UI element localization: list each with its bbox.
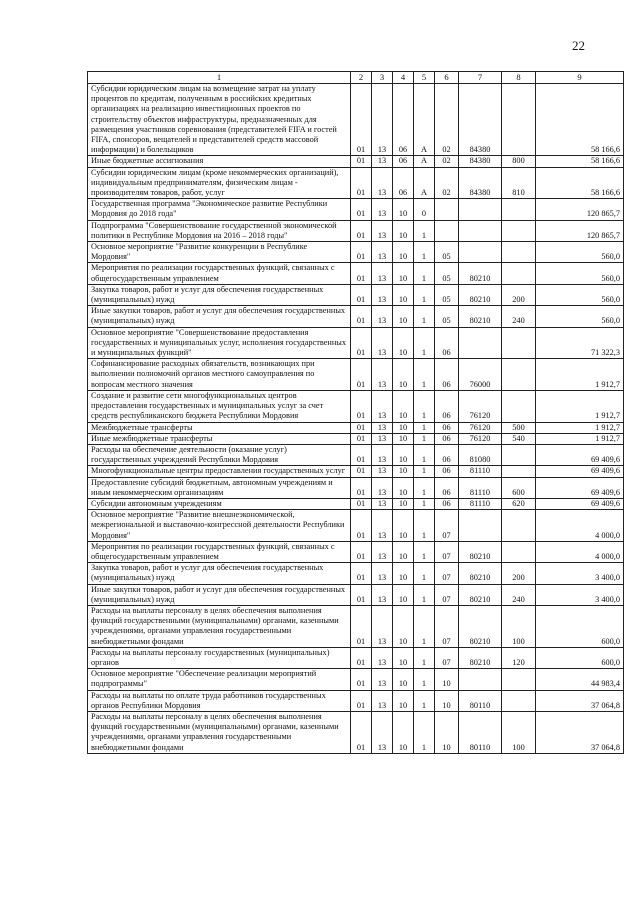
row-activity: 06: [435, 422, 459, 433]
row-name: Иные бюджетные ассигнования: [88, 156, 351, 167]
row-section: 01: [351, 669, 372, 690]
table-row: [88, 498, 624, 509]
row-program: 10: [393, 359, 414, 391]
row-section: 01: [351, 605, 372, 647]
row-program: 10: [393, 242, 414, 263]
row-amount: 37 064,8: [536, 711, 624, 753]
row-program: 10: [393, 690, 414, 711]
row-subprogram: 1: [414, 605, 435, 647]
row-subprogram: 1: [414, 584, 435, 605]
row-subsection: 13: [372, 306, 393, 327]
row-subsection: 13: [372, 167, 393, 199]
table-row: [88, 306, 624, 327]
row-subprogram: 1: [414, 422, 435, 433]
row-subsection: 13: [372, 156, 393, 167]
row-name: Иные закупки товаров, работ и услуг для обеспечения государственных (муниципальных) нужд: [88, 306, 351, 327]
col-header-3: 3: [372, 72, 393, 84]
row-subsection: 13: [372, 220, 393, 241]
table-row: [88, 541, 624, 562]
row-section: 01: [351, 433, 372, 444]
row-subsection: 13: [372, 433, 393, 444]
row-subsection: 13: [372, 359, 393, 391]
table-row: [88, 199, 624, 220]
row-amount: 120 865,7: [536, 199, 624, 220]
row-activity: 07: [435, 510, 459, 542]
row-section: 01: [351, 306, 372, 327]
row-direction: 76120: [459, 390, 502, 422]
row-direction: 80210: [459, 605, 502, 647]
table-header-row: [88, 72, 624, 84]
table-row: [88, 444, 624, 465]
row-direction: [459, 220, 502, 241]
row-amount: 1 912,7: [536, 433, 624, 444]
row-section: 01: [351, 327, 372, 359]
row-subprogram: 1: [414, 510, 435, 542]
row-direction: 84380: [459, 156, 502, 167]
row-amount: 560,0: [536, 242, 624, 263]
table-row: [88, 220, 624, 241]
row-direction: 81110: [459, 477, 502, 498]
row-name: Основное мероприятие "Развитие конкуренции в Республике Мордовия": [88, 242, 351, 263]
row-activity: 06: [435, 477, 459, 498]
budget-table-container: [87, 71, 623, 754]
col-header-1: 1: [88, 72, 351, 84]
row-subprogram: 1: [414, 284, 435, 305]
row-name: Расходы на выплаты персоналу государственных (муниципальных) органов: [88, 647, 351, 668]
row-name: Расходы на обеспечение деятельности (оказание услуг) государственных учреждений Республики Мордовия: [88, 444, 351, 465]
row-amount: 44 983,4: [536, 669, 624, 690]
row-subprogram: 1: [414, 690, 435, 711]
row-direction: 80210: [459, 263, 502, 284]
col-header-7: 7: [459, 72, 502, 84]
row-section: 01: [351, 220, 372, 241]
row-expense-type: 100: [502, 605, 536, 647]
row-program: 10: [393, 563, 414, 584]
row-subsection: 13: [372, 498, 393, 509]
row-expense-type: [502, 263, 536, 284]
row-activity: 06: [435, 498, 459, 509]
row-subsection: 13: [372, 263, 393, 284]
table-row: [88, 669, 624, 690]
row-direction: 84380: [459, 167, 502, 199]
row-section: 01: [351, 477, 372, 498]
row-section: 01: [351, 563, 372, 584]
row-subsection: 13: [372, 84, 393, 156]
row-name: Многофункциональные центры предоставления государственных услуг: [88, 466, 351, 477]
col-header-9: 9: [536, 72, 624, 84]
row-expense-type: [502, 359, 536, 391]
table-row: [88, 690, 624, 711]
row-expense-type: 800: [502, 156, 536, 167]
row-name: Расходы на выплаты по оплате труда работников государственных органов Республики Мордовия: [88, 690, 351, 711]
row-subsection: 13: [372, 690, 393, 711]
row-amount: 69 409,6: [536, 477, 624, 498]
row-direction: [459, 327, 502, 359]
row-direction: [459, 199, 502, 220]
row-name: Субсидии юридическим лицам на возмещение затрат на уплату процентов по кредитам, полученным в российских кредитных организациях на реализацию инвестиционных проектов по строительству объектов инфраструктуры, предназначенных для размещения участников соревнования (представителей FIFA и гостей FIFA, спонсоров, вещателей и представителей средств массовой информации) и болельщиков: [88, 84, 351, 156]
row-amount: 3 400,0: [536, 563, 624, 584]
row-name: Субсидии автономным учреждениям: [88, 498, 351, 509]
table-row: [88, 584, 624, 605]
table-row: [88, 466, 624, 477]
row-name: Государственная программа "Экономическое развитие Республики Мордовия до 2018 года": [88, 199, 351, 220]
row-section: 01: [351, 584, 372, 605]
row-subsection: 13: [372, 422, 393, 433]
row-program: 10: [393, 466, 414, 477]
row-amount: 58 166,6: [536, 167, 624, 199]
row-subsection: 13: [372, 327, 393, 359]
row-section: 01: [351, 84, 372, 156]
row-activity: 06: [435, 444, 459, 465]
row-expense-type: [502, 390, 536, 422]
row-name: Расходы на выплаты персоналу в целях обеспечения выполнения функций государственными (муниципальными) органами, казенными учреждениями, органами управления государственными внебюджетными фондами: [88, 711, 351, 753]
row-amount: 58 166,6: [536, 156, 624, 167]
row-program: 10: [393, 422, 414, 433]
row-amount: 69 409,6: [536, 444, 624, 465]
row-activity: 05: [435, 242, 459, 263]
row-activity: 02: [435, 84, 459, 156]
row-amount: 1 912,7: [536, 422, 624, 433]
row-activity: 10: [435, 711, 459, 753]
row-section: 01: [351, 541, 372, 562]
row-amount: 560,0: [536, 263, 624, 284]
row-activity: 06: [435, 433, 459, 444]
row-section: 01: [351, 711, 372, 753]
row-subprogram: 1: [414, 327, 435, 359]
row-activity: 07: [435, 541, 459, 562]
row-expense-type: 100: [502, 711, 536, 753]
row-direction: 76120: [459, 433, 502, 444]
row-activity: 07: [435, 584, 459, 605]
row-subsection: 13: [372, 541, 393, 562]
row-subprogram: А: [414, 167, 435, 199]
table-row: [88, 284, 624, 305]
row-section: 01: [351, 156, 372, 167]
row-program: 10: [393, 498, 414, 509]
row-activity: 07: [435, 647, 459, 668]
table-body: [88, 84, 624, 754]
row-direction: 76000: [459, 359, 502, 391]
row-expense-type: 500: [502, 422, 536, 433]
row-program: 10: [393, 584, 414, 605]
row-expense-type: 200: [502, 284, 536, 305]
table-row: [88, 422, 624, 433]
row-amount: 1 912,7: [536, 359, 624, 391]
row-program: 10: [393, 444, 414, 465]
table-row: [88, 510, 624, 542]
row-amount: 4 000,0: [536, 510, 624, 542]
row-direction: 80210: [459, 306, 502, 327]
row-activity: 10: [435, 669, 459, 690]
row-name: Расходы на выплаты персоналу в целях обеспечения выполнения функций государственными (муниципальными) органами, казенными учреждениями, органами управления государственными внебюджетными фондами: [88, 605, 351, 647]
row-name: Мероприятия по реализации государственных функций, связанных с общегосударственным управлением: [88, 263, 351, 284]
row-direction: [459, 669, 502, 690]
row-amount: 71 322,3: [536, 327, 624, 359]
row-subsection: 13: [372, 510, 393, 542]
row-activity: 05: [435, 284, 459, 305]
row-subsection: 13: [372, 477, 393, 498]
row-amount: 560,0: [536, 284, 624, 305]
row-subprogram: А: [414, 84, 435, 156]
row-subsection: 13: [372, 605, 393, 647]
row-name: Иные межбюджетные трансферты: [88, 433, 351, 444]
row-subprogram: А: [414, 156, 435, 167]
table-row: [88, 167, 624, 199]
row-program: 10: [393, 669, 414, 690]
row-name: Иные закупки товаров, работ и услуг для обеспечения государственных (муниципальных) нужд: [88, 584, 351, 605]
row-section: 01: [351, 242, 372, 263]
row-name: Создание и развитие сети многофункциональных центров предоставления государственных и муниципальных услуг за счет средств республиканского бюджета Республики Мордовия: [88, 390, 351, 422]
row-direction: 76120: [459, 422, 502, 433]
row-name: Основное мероприятие "Совершенствование предоставления государственных и муниципальных услуг, исполнения государственных и муниципальных функций": [88, 327, 351, 359]
row-expense-type: 810: [502, 167, 536, 199]
table-row: [88, 647, 624, 668]
row-section: 01: [351, 466, 372, 477]
row-expense-type: [502, 510, 536, 542]
row-direction: 80110: [459, 690, 502, 711]
row-subsection: 13: [372, 711, 393, 753]
row-activity: 02: [435, 167, 459, 199]
row-expense-type: [502, 444, 536, 465]
table-row: [88, 84, 624, 156]
row-name: Мероприятия по реализации государственных функций, связанных с общегосударственным управлением: [88, 541, 351, 562]
row-expense-type: [502, 466, 536, 477]
row-direction: 80210: [459, 584, 502, 605]
col-header-8: 8: [502, 72, 536, 84]
row-name: Межбюджетные трансферты: [88, 422, 351, 433]
row-subprogram: 1: [414, 498, 435, 509]
col-header-5: 5: [414, 72, 435, 84]
table-row: [88, 711, 624, 753]
row-direction: [459, 510, 502, 542]
row-name: Закупка товаров, работ и услуг для обеспечения государственных (муниципальных) нужд: [88, 563, 351, 584]
row-expense-type: 540: [502, 433, 536, 444]
row-expense-type: [502, 669, 536, 690]
row-expense-type: 120: [502, 647, 536, 668]
table-row: [88, 359, 624, 391]
row-program: 06: [393, 156, 414, 167]
row-name: Основное мероприятие "Обеспечение реализации мероприятий подпрограммы": [88, 669, 351, 690]
row-activity: 06: [435, 390, 459, 422]
row-section: 01: [351, 359, 372, 391]
table-row: [88, 563, 624, 584]
row-subsection: 13: [372, 444, 393, 465]
row-subprogram: 1: [414, 220, 435, 241]
row-program: 10: [393, 477, 414, 498]
row-activity: 06: [435, 359, 459, 391]
row-section: 01: [351, 199, 372, 220]
row-program: 10: [393, 605, 414, 647]
row-program: 10: [393, 284, 414, 305]
row-section: 01: [351, 390, 372, 422]
row-subprogram: 1: [414, 306, 435, 327]
row-amount: 69 409,6: [536, 466, 624, 477]
row-activity: 07: [435, 563, 459, 584]
row-section: 01: [351, 498, 372, 509]
table-row: [88, 242, 624, 263]
row-subsection: 13: [372, 284, 393, 305]
row-subprogram: 1: [414, 669, 435, 690]
row-direction: 84380: [459, 84, 502, 156]
row-activity: [435, 199, 459, 220]
row-amount: 4 000,0: [536, 541, 624, 562]
col-header-4: 4: [393, 72, 414, 84]
budget-table: [87, 71, 624, 754]
row-program: 10: [393, 390, 414, 422]
row-subsection: 13: [372, 647, 393, 668]
row-amount: 560,0: [536, 306, 624, 327]
row-expense-type: [502, 690, 536, 711]
row-subprogram: 1: [414, 433, 435, 444]
row-subprogram: 1: [414, 563, 435, 584]
table-row: [88, 156, 624, 167]
row-activity: 10: [435, 690, 459, 711]
row-subprogram: 1: [414, 359, 435, 391]
row-amount: 37 064,8: [536, 690, 624, 711]
row-amount: 58 166,6: [536, 84, 624, 156]
row-subprogram: 1: [414, 242, 435, 263]
row-expense-type: [502, 220, 536, 241]
row-program: 10: [393, 263, 414, 284]
row-subsection: 13: [372, 669, 393, 690]
row-expense-type: 600: [502, 477, 536, 498]
row-subprogram: 1: [414, 263, 435, 284]
row-name: Софинансирование расходных обязательств, возникающих при выполнении полномочий органов местного самоуправления по вопросам местного значения: [88, 359, 351, 391]
row-direction: 80210: [459, 541, 502, 562]
row-subprogram: 1: [414, 390, 435, 422]
row-expense-type: 200: [502, 563, 536, 584]
row-activity: 06: [435, 327, 459, 359]
row-direction: [459, 242, 502, 263]
row-amount: 3 400,0: [536, 584, 624, 605]
row-amount: 69 409,6: [536, 498, 624, 509]
row-subsection: 13: [372, 199, 393, 220]
row-direction: 80110: [459, 711, 502, 753]
row-subsection: 13: [372, 584, 393, 605]
row-subprogram: 1: [414, 711, 435, 753]
row-activity: 06: [435, 466, 459, 477]
row-activity: 05: [435, 263, 459, 284]
row-subsection: 13: [372, 390, 393, 422]
col-header-6: 6: [435, 72, 459, 84]
table-row: [88, 263, 624, 284]
row-section: 01: [351, 510, 372, 542]
row-activity: 02: [435, 156, 459, 167]
table-row: [88, 390, 624, 422]
row-direction: 81080: [459, 444, 502, 465]
col-header-2: 2: [351, 72, 372, 84]
row-subsection: 13: [372, 466, 393, 477]
row-section: 01: [351, 690, 372, 711]
row-direction: 80210: [459, 563, 502, 584]
row-direction: 80210: [459, 284, 502, 305]
row-name: Предоставление субсидий бюджетным, автономным учреждениям и иным некоммерческим организациям: [88, 477, 351, 498]
row-section: 01: [351, 167, 372, 199]
row-amount: 1 912,7: [536, 390, 624, 422]
row-program: 10: [393, 199, 414, 220]
row-subprogram: 1: [414, 541, 435, 562]
row-direction: 81110: [459, 498, 502, 509]
page-number: 22: [572, 38, 585, 53]
table-row: [88, 605, 624, 647]
row-amount: 600,0: [536, 647, 624, 668]
row-expense-type: [502, 199, 536, 220]
row-section: 01: [351, 263, 372, 284]
row-amount: 120 865,7: [536, 220, 624, 241]
row-subprogram: 1: [414, 647, 435, 668]
row-subprogram: 1: [414, 466, 435, 477]
row-expense-type: 240: [502, 306, 536, 327]
row-subsection: 13: [372, 563, 393, 584]
row-name: Закупка товаров, работ и услуг для обеспечения государственных (муниципальных) нужд: [88, 284, 351, 305]
row-expense-type: [502, 242, 536, 263]
row-direction: 81110: [459, 466, 502, 477]
row-name: Подпрограмма "Совершенствование государственной экономической политики в Республике Мордовия на 2016 – 2018 годы": [88, 220, 351, 241]
table-row: [88, 327, 624, 359]
row-program: 10: [393, 541, 414, 562]
table-row: [88, 477, 624, 498]
row-section: 01: [351, 647, 372, 668]
row-name: Основное мероприятие "Развитие внешнеэкономической, межрегиональной и выставочно-конгрессной деятельности Республики Мордовия": [88, 510, 351, 542]
row-program: 06: [393, 84, 414, 156]
row-program: 06: [393, 167, 414, 199]
row-direction: 80210: [459, 647, 502, 668]
row-expense-type: [502, 541, 536, 562]
row-program: 10: [393, 433, 414, 444]
table-row: [88, 433, 624, 444]
row-expense-type: 620: [502, 498, 536, 509]
row-expense-type: [502, 84, 536, 156]
row-section: 01: [351, 422, 372, 433]
row-program: 10: [393, 647, 414, 668]
row-expense-type: 240: [502, 584, 536, 605]
row-activity: [435, 220, 459, 241]
row-activity: 07: [435, 605, 459, 647]
row-subprogram: 1: [414, 444, 435, 465]
row-section: 01: [351, 444, 372, 465]
row-program: 10: [393, 220, 414, 241]
row-program: 10: [393, 306, 414, 327]
row-section: 01: [351, 284, 372, 305]
row-expense-type: [502, 327, 536, 359]
row-amount: 600,0: [536, 605, 624, 647]
row-program: 10: [393, 327, 414, 359]
row-program: 10: [393, 510, 414, 542]
row-name: Субсидии юридическим лицам (кроме некоммерческих организаций), индивидуальным предпринимателям, физическим лицам - производителям товаров, работ, услуг: [88, 167, 351, 199]
row-subprogram: 1: [414, 477, 435, 498]
row-subsection: 13: [372, 242, 393, 263]
row-subprogram: 0: [414, 199, 435, 220]
row-program: 10: [393, 711, 414, 753]
row-activity: 05: [435, 306, 459, 327]
